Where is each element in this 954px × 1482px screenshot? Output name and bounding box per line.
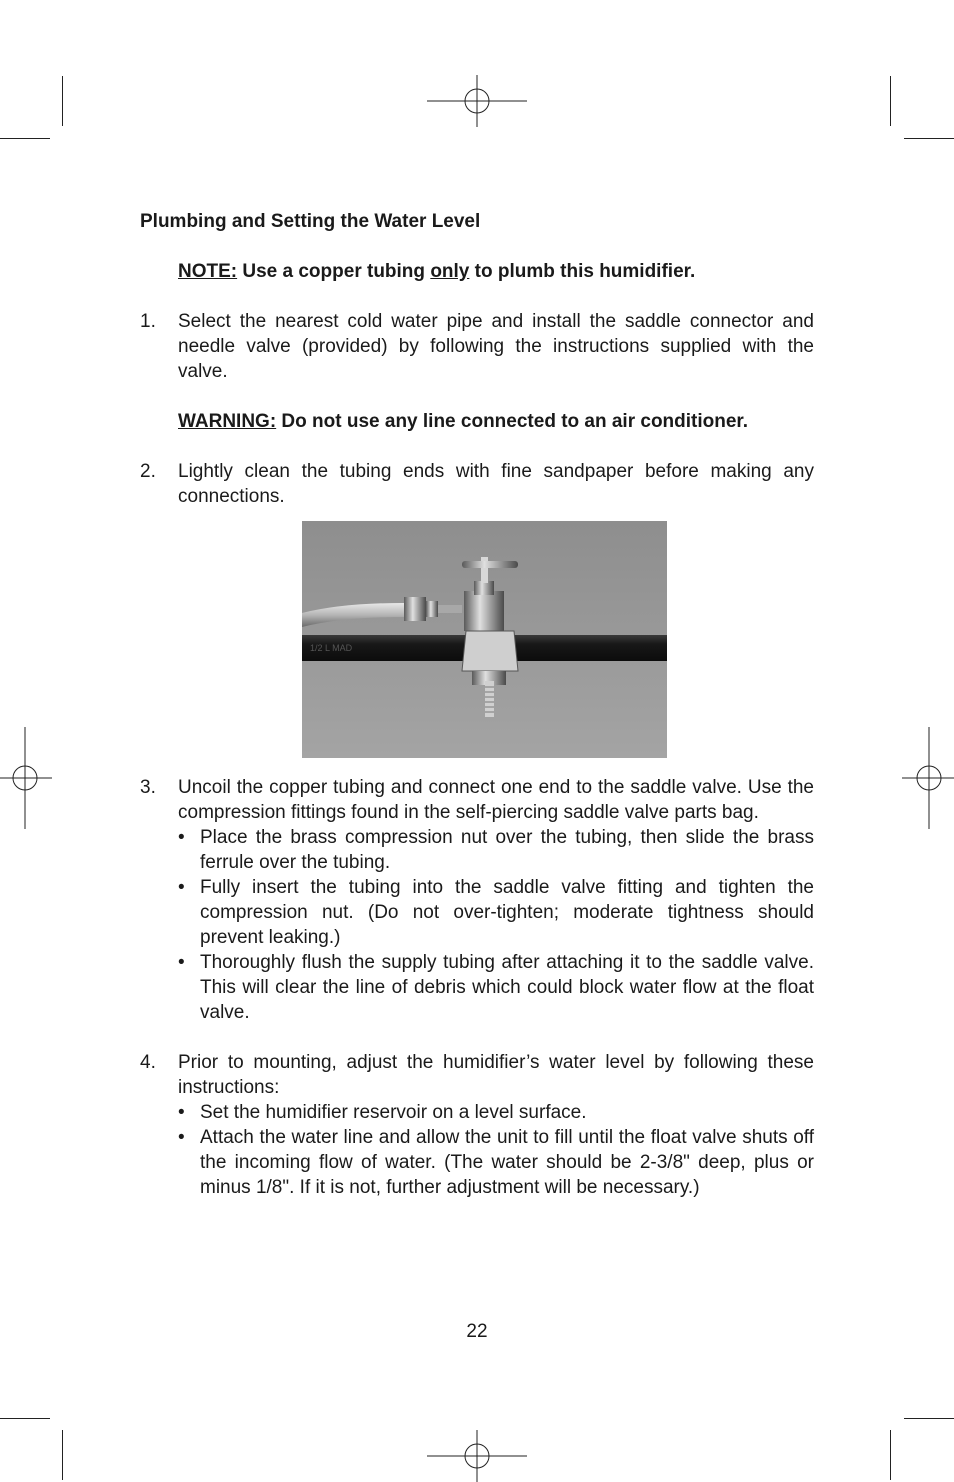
- step-text: Select the nearest cold water pipe and install the saddle connector and needle valve (provided) by following the instructions supplied with the valve.: [178, 311, 814, 382]
- warning-text: Do not use any line connected to an air conditioner.: [276, 411, 749, 432]
- bullet: •: [178, 1102, 185, 1123]
- step-2: [140, 459, 814, 509]
- bullet: •: [178, 827, 185, 848]
- bullet-text: Place the brass compression nut over the tubing, then slide the brass ferrule over the tubing.: [200, 827, 814, 873]
- section-heading: Plumbing and Setting the Water Level: [140, 211, 481, 232]
- crop-mark: [904, 1418, 954, 1419]
- registration-mark-bottom: [427, 1430, 527, 1482]
- crop-mark: [890, 1430, 891, 1480]
- step-text: Uncoil the copper tubing and connect one end to the saddle valve. Use the compression fittings found in the self-piercing saddle valve parts bag.: [178, 777, 814, 823]
- page-number: 22: [466, 1321, 488, 1342]
- step-number: 4.: [140, 1052, 156, 1073]
- saddle-valve-photo: [302, 521, 667, 758]
- note-text-before: Use a copper tubing: [237, 261, 431, 282]
- step-3: [140, 775, 814, 1025]
- bullet-text: Attach the water line and allow the unit to fill until the float valve shuts off the incoming flow of water. (The water should be 2-3/8" deep, plus or minus 1/8". If it is not, further adjustment will be necessary.): [200, 1127, 814, 1198]
- crop-mark: [62, 76, 63, 126]
- note: [178, 259, 814, 284]
- bullet-list: [178, 1100, 814, 1200]
- bullet-text: Thoroughly flush the supply tubing after attaching it to the saddle valve. This will clear the line of debris which could block water flow at the float valve.: [200, 952, 814, 1023]
- bullet-list: [178, 825, 814, 1025]
- crop-mark: [890, 76, 891, 126]
- list-item: [178, 825, 814, 875]
- registration-mark-left: [0, 727, 52, 829]
- step-number: 1.: [140, 311, 156, 332]
- page-content: [140, 209, 814, 1200]
- list-item: [178, 1100, 814, 1125]
- bullet-text: Set the humidifier reservoir on a level surface.: [200, 1102, 587, 1123]
- note-text-after: to plumb this humidifier.: [469, 261, 696, 282]
- step-1: [140, 309, 814, 384]
- crop-mark: [62, 1430, 63, 1480]
- note-label: NOTE:: [178, 261, 238, 282]
- step-text: Prior to mounting, adjust the humidifier’s water level by following these instructions:: [178, 1052, 814, 1098]
- crop-mark: [0, 1418, 50, 1419]
- registration-mark-top: [427, 75, 527, 127]
- bullet: •: [178, 1127, 185, 1148]
- crop-mark: [904, 138, 954, 139]
- crop-mark: [0, 138, 50, 139]
- note-emphasis: only: [430, 261, 470, 282]
- registration-mark-right: [902, 727, 954, 829]
- step-text: Lightly clean the tubing ends with fine sandpaper before making any connections.: [178, 461, 814, 507]
- warning: [178, 409, 814, 434]
- list-item: [178, 1125, 814, 1200]
- bullet-text: Fully insert the tubing into the saddle valve fitting and tighten the compression nut. (Do not over-tighten; moderate tightness should prevent leaking.): [200, 877, 814, 948]
- warning-label: WARNING:: [178, 411, 277, 432]
- svg-text:1/2 L MAD: 1/2 L MAD: [310, 643, 353, 653]
- saddle-valve-illustration: [302, 521, 667, 758]
- step-4: [140, 1050, 814, 1200]
- list-item: [178, 950, 814, 1025]
- bullet: •: [178, 877, 185, 898]
- step-number: 3.: [140, 777, 156, 798]
- bullet: •: [178, 952, 185, 973]
- list-item: [178, 875, 814, 950]
- step-number: 2.: [140, 461, 156, 482]
